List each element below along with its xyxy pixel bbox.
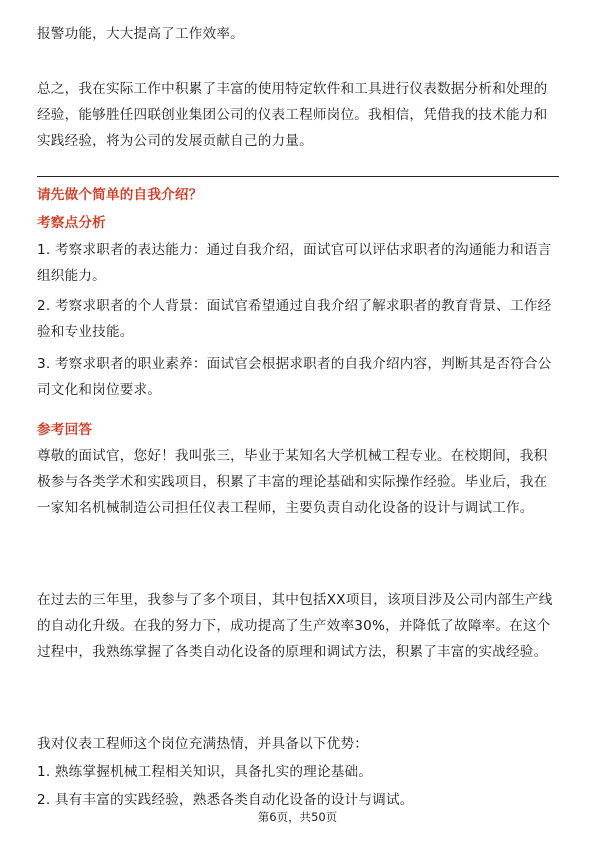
question-heading: 请先做个简单的自我介绍？ [37, 187, 203, 203]
analysis-item: 3. 考察求职者的职业素养：面试官会根据求职者的自我介绍内容，判断其是否符合公司文化和岗位要求。 [37, 356, 552, 398]
conclusion-paragraph: 总之，我在实际工作中积累了丰富的使用特定软件和工具进行仪表数据分析和处理的经验，能够胜任四联创业集团公司的仪表工程师岗位。我相信，凭借我的技术能力和实践经验，将为公司的发展贡献自己的力量。 [37, 81, 548, 149]
answer-paragraph: 我对仪表工程师这个岗位充满热情，并具备以下优势： [37, 736, 369, 752]
analysis-item: 1. 考察求职者的表达能力：通过自我介绍，面试官可以评估求职者的沟通能力和语言组织能力。 [37, 242, 552, 284]
advantage-item: 1. 熟练掌握机械工程相关知识，具备扎实的理论基础。 [37, 764, 373, 780]
continuation-text: 报警功能，大大提高了工作效率。 [37, 26, 244, 42]
analysis-heading: 考察点分析 [37, 215, 106, 231]
section-divider [37, 176, 559, 177]
answer-paragraph: 尊敬的面试官，您好！我叫张三，毕业于某知名大学机械工程专业。在校期间，我积极参与各类学术和实践项目，积累了丰富的理论基础和实际操作经验。毕业后，我在一家知名机械制造公司担任仪表工程师，主要负责自动化设备的设计与调试工作。 [37, 448, 548, 516]
analysis-item: 2. 考察求职者的个人背景：面试官希望通过自我介绍了解求职者的教育背景、工作经验和专业技能。 [37, 298, 552, 340]
answer-paragraph: 在过去的三年里，我参与了多个项目，其中包括XX项目，该项目涉及公司内部生产线的自动化升级。在我的努力下，成功提高了生产效率30%，并降低了故障率。在这个过程中，我熟练掌握了各类自动化设备的原理和调试方法，积累了丰富的实战经验。 [37, 592, 553, 660]
answer-heading: 参考回答 [37, 422, 93, 438]
advantage-item: 2. 具有丰富的实践经验，熟悉各类自动化设备的设计与调试。 [37, 792, 414, 808]
page-number: 第6页，共50页 [257, 810, 338, 824]
